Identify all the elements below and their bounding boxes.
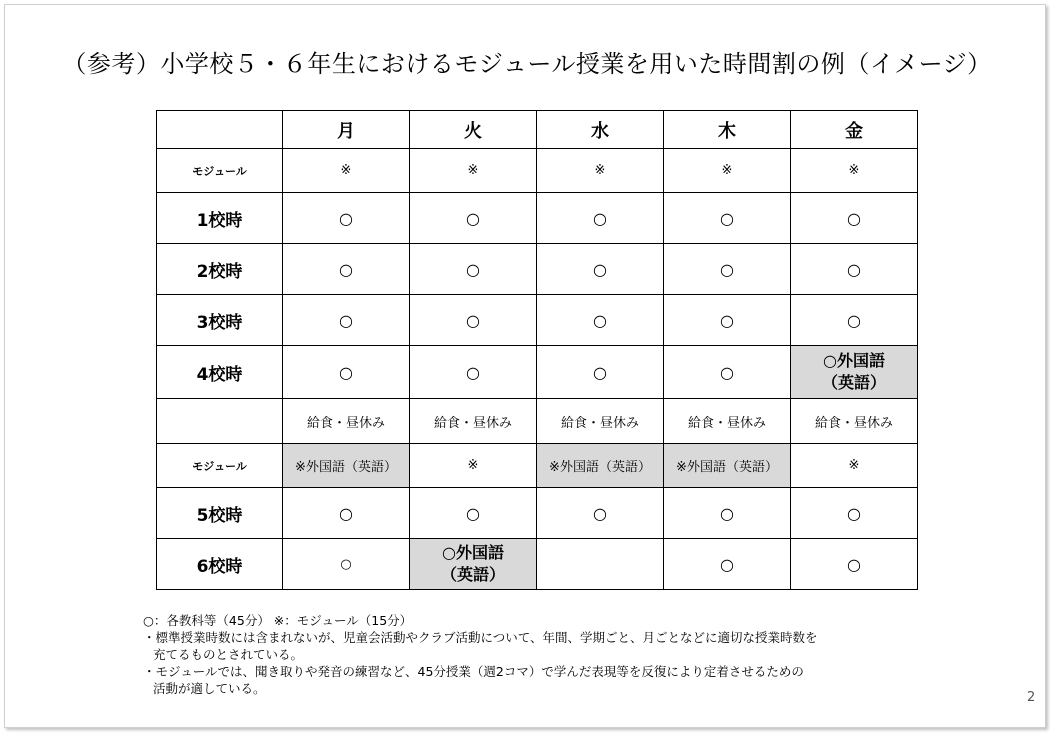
table-row bbox=[157, 295, 918, 346]
cell: ○ bbox=[283, 539, 410, 590]
table-row bbox=[157, 149, 918, 193]
table-row bbox=[157, 193, 918, 244]
day-header: 金 bbox=[791, 111, 918, 149]
row-label bbox=[157, 399, 283, 444]
cell: ○ bbox=[791, 539, 918, 590]
table-row bbox=[157, 539, 918, 590]
cell: ○ bbox=[537, 244, 664, 295]
cell: ○ bbox=[537, 346, 664, 399]
cell: ○ bbox=[664, 244, 791, 295]
cell: 給食・昼休み bbox=[410, 399, 537, 444]
cell: ※ bbox=[410, 444, 537, 488]
row-label: モジュール bbox=[157, 149, 283, 193]
cell: ○ bbox=[283, 244, 410, 295]
foreign-language-line2: （英語） bbox=[821, 373, 886, 392]
cell: ○ bbox=[791, 193, 918, 244]
cell: ○ bbox=[664, 346, 791, 399]
day-header: 木 bbox=[664, 111, 791, 149]
cell: ○ bbox=[537, 488, 664, 539]
cell: ○ bbox=[410, 295, 537, 346]
cell: ○ bbox=[664, 295, 791, 346]
cell: 給食・昼休み bbox=[537, 399, 664, 444]
row-label: 1校時 bbox=[157, 193, 283, 244]
cell: 給食・昼休み bbox=[791, 399, 918, 444]
timetable bbox=[156, 110, 918, 590]
cell: ○ bbox=[537, 193, 664, 244]
row-label: 2校時 bbox=[157, 244, 283, 295]
page-title: （参考）小学校５・６年生におけるモジュール授業を用いた時間割の例（イメージ） bbox=[62, 50, 992, 78]
cell: ○ bbox=[410, 244, 537, 295]
note-line: 活動が適している。 bbox=[153, 681, 266, 696]
note-line: ・モジュールでは、聞き取りや発音の練習など、45分授業（週2コマ）で学んだ表現等を反復により定着させるための bbox=[143, 664, 804, 679]
row-label: 5校時 bbox=[157, 488, 283, 539]
cell: ※ bbox=[664, 149, 791, 193]
notes bbox=[143, 612, 963, 697]
cell: ※ bbox=[537, 149, 664, 193]
cell: ※ bbox=[283, 149, 410, 193]
day-header: 火 bbox=[410, 111, 537, 149]
cell: ○ bbox=[791, 295, 918, 346]
table-row bbox=[157, 399, 918, 444]
cell: ○ bbox=[664, 539, 791, 590]
legend: ○：各教科等（45分） ※：モジュール（15分） bbox=[143, 613, 413, 628]
cell: ○ bbox=[664, 488, 791, 539]
table-row bbox=[157, 488, 918, 539]
day-header: 水 bbox=[537, 111, 664, 149]
row-label: モジュール bbox=[157, 444, 283, 488]
foreign-language-line2: （英語） bbox=[440, 565, 505, 584]
cell: ○ bbox=[410, 193, 537, 244]
foreign-language-line1: ○外国語 bbox=[823, 351, 885, 370]
cell: ○ bbox=[537, 295, 664, 346]
cell: ○ bbox=[410, 488, 537, 539]
cell: ※外国語（英語） bbox=[664, 444, 791, 488]
day-header: 月 bbox=[283, 111, 410, 149]
foreign-language-line1: ○外国語 bbox=[442, 543, 504, 562]
cell: ○ bbox=[283, 346, 410, 399]
cell: ※外国語（英語） bbox=[283, 444, 410, 488]
note-line: ・標準授業時数には含まれないが、児童会活動やクラブ活動について、年間、学期ごと、月ごとなどに適切な授業時数を bbox=[143, 630, 818, 645]
cell: ○ bbox=[283, 295, 410, 346]
cell: ○ bbox=[283, 488, 410, 539]
cell: ※ bbox=[791, 444, 918, 488]
cell: ○ bbox=[664, 193, 791, 244]
row-label: 6校時 bbox=[157, 539, 283, 590]
cell bbox=[537, 539, 664, 590]
cell: ○ bbox=[410, 346, 537, 399]
cell: ○ bbox=[283, 193, 410, 244]
header-row bbox=[157, 111, 918, 149]
cell: ※外国語（英語） bbox=[537, 444, 664, 488]
note-line: 充てるものとされている。 bbox=[153, 647, 304, 662]
cell: 給食・昼休み bbox=[664, 399, 791, 444]
cell: ※ bbox=[791, 149, 918, 193]
row-label: 4校時 bbox=[157, 346, 283, 399]
corner-cell bbox=[157, 111, 283, 149]
cell: ○ bbox=[791, 244, 918, 295]
table-row bbox=[157, 444, 918, 488]
cell: 給食・昼休み bbox=[283, 399, 410, 444]
foreign-language-cell bbox=[410, 539, 537, 590]
page-number: 2 bbox=[1027, 690, 1036, 705]
row-label: 3校時 bbox=[157, 295, 283, 346]
table-row bbox=[157, 346, 918, 399]
table-row bbox=[157, 244, 918, 295]
cell: ※ bbox=[410, 149, 537, 193]
cell: ○ bbox=[791, 488, 918, 539]
foreign-language-cell bbox=[791, 346, 918, 399]
